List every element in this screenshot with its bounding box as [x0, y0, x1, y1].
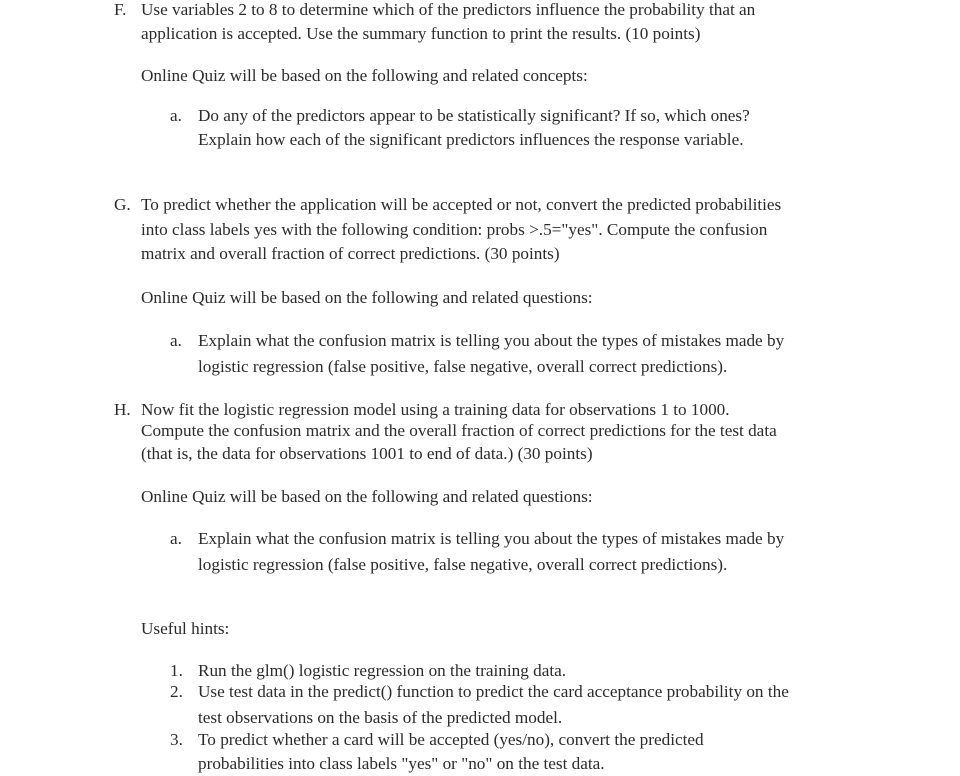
section-g-quiz-intro: Online Quiz will be based on the following and related questions: — [141, 288, 593, 307]
section-g-text-line-1: To predict whether the application will be accepted or not, convert the predicted probabilities — [141, 195, 782, 214]
section-f-item-a-marker: a. — [170, 106, 182, 125]
hint-2-line-2: test observations on the basis of the predicted model. — [198, 708, 563, 727]
section-f-text-line-2: application is accepted. Use the summary function to print the results. (10 points) — [141, 24, 701, 43]
section-f-text-line-1: Use variables 2 to 8 to determine which of the predictors influence the probability that an — [141, 0, 756, 19]
hint-3-line-1: To predict whether a card will be accepted (yes/no), convert the predicted — [198, 730, 704, 749]
section-g-item-a-line-1: Explain what the confusion matrix is telling you about the types of mistakes made by — [198, 331, 785, 350]
section-h-text-line-1: Now fit the logistic regression model using a training data for observations 1 to 1000. — [141, 400, 730, 419]
hint-2-line-1: Use test data in the predict() function to predict the card acceptance probability on the — [198, 682, 789, 701]
section-f-marker: F. — [114, 0, 127, 19]
section-f-item-a-line-1: Do any of the predictors appear to be statistically significant? If so, which ones? — [198, 106, 750, 125]
section-g-text-line-3: matrix and overall fraction of correct predictions. (30 points) — [141, 244, 560, 263]
section-g-text-line-2: into class labels yes with the following condition: probs >.5="yes". Compute the confusion — [141, 220, 768, 239]
section-f-item-a-line-2: Explain how each of the significant predictors influences the response variable. — [198, 130, 744, 149]
hint-1-marker: 1. — [170, 661, 183, 680]
section-h-marker: H. — [114, 400, 131, 419]
section-h-item-a-line-1: Explain what the confusion matrix is telling you about the types of mistakes made by — [198, 529, 785, 548]
hint-1-line-1: Run the glm() logistic regression on the training data. — [198, 661, 567, 680]
section-g-item-a-marker: a. — [170, 331, 182, 350]
section-g-item-a-line-2: logistic regression (false positive, false negative, overall correct predictions). — [198, 357, 728, 376]
section-h-item-a-marker: a. — [170, 529, 182, 548]
hint-3-marker: 3. — [170, 730, 183, 749]
section-h-quiz-intro: Online Quiz will be based on the following and related questions: — [141, 487, 593, 506]
section-g-marker: G. — [114, 195, 131, 214]
hint-3-line-2: probabilities into class labels "yes" or "no" on the test data. — [198, 754, 605, 773]
section-f-quiz-intro: Online Quiz will be based on the following and related concepts: — [141, 66, 588, 85]
section-h-text-line-3: (that is, the data for observations 1001 to end of data.) (30 points) — [141, 444, 593, 463]
section-h-text-line-2: Compute the confusion matrix and the overall fraction of correct predictions for the test data — [141, 421, 777, 440]
hint-2-marker: 2. — [170, 682, 183, 701]
section-h-item-a-line-2: logistic regression (false positive, false negative, overall correct predictions). — [198, 555, 728, 574]
hints-title: Useful hints: — [141, 619, 230, 638]
